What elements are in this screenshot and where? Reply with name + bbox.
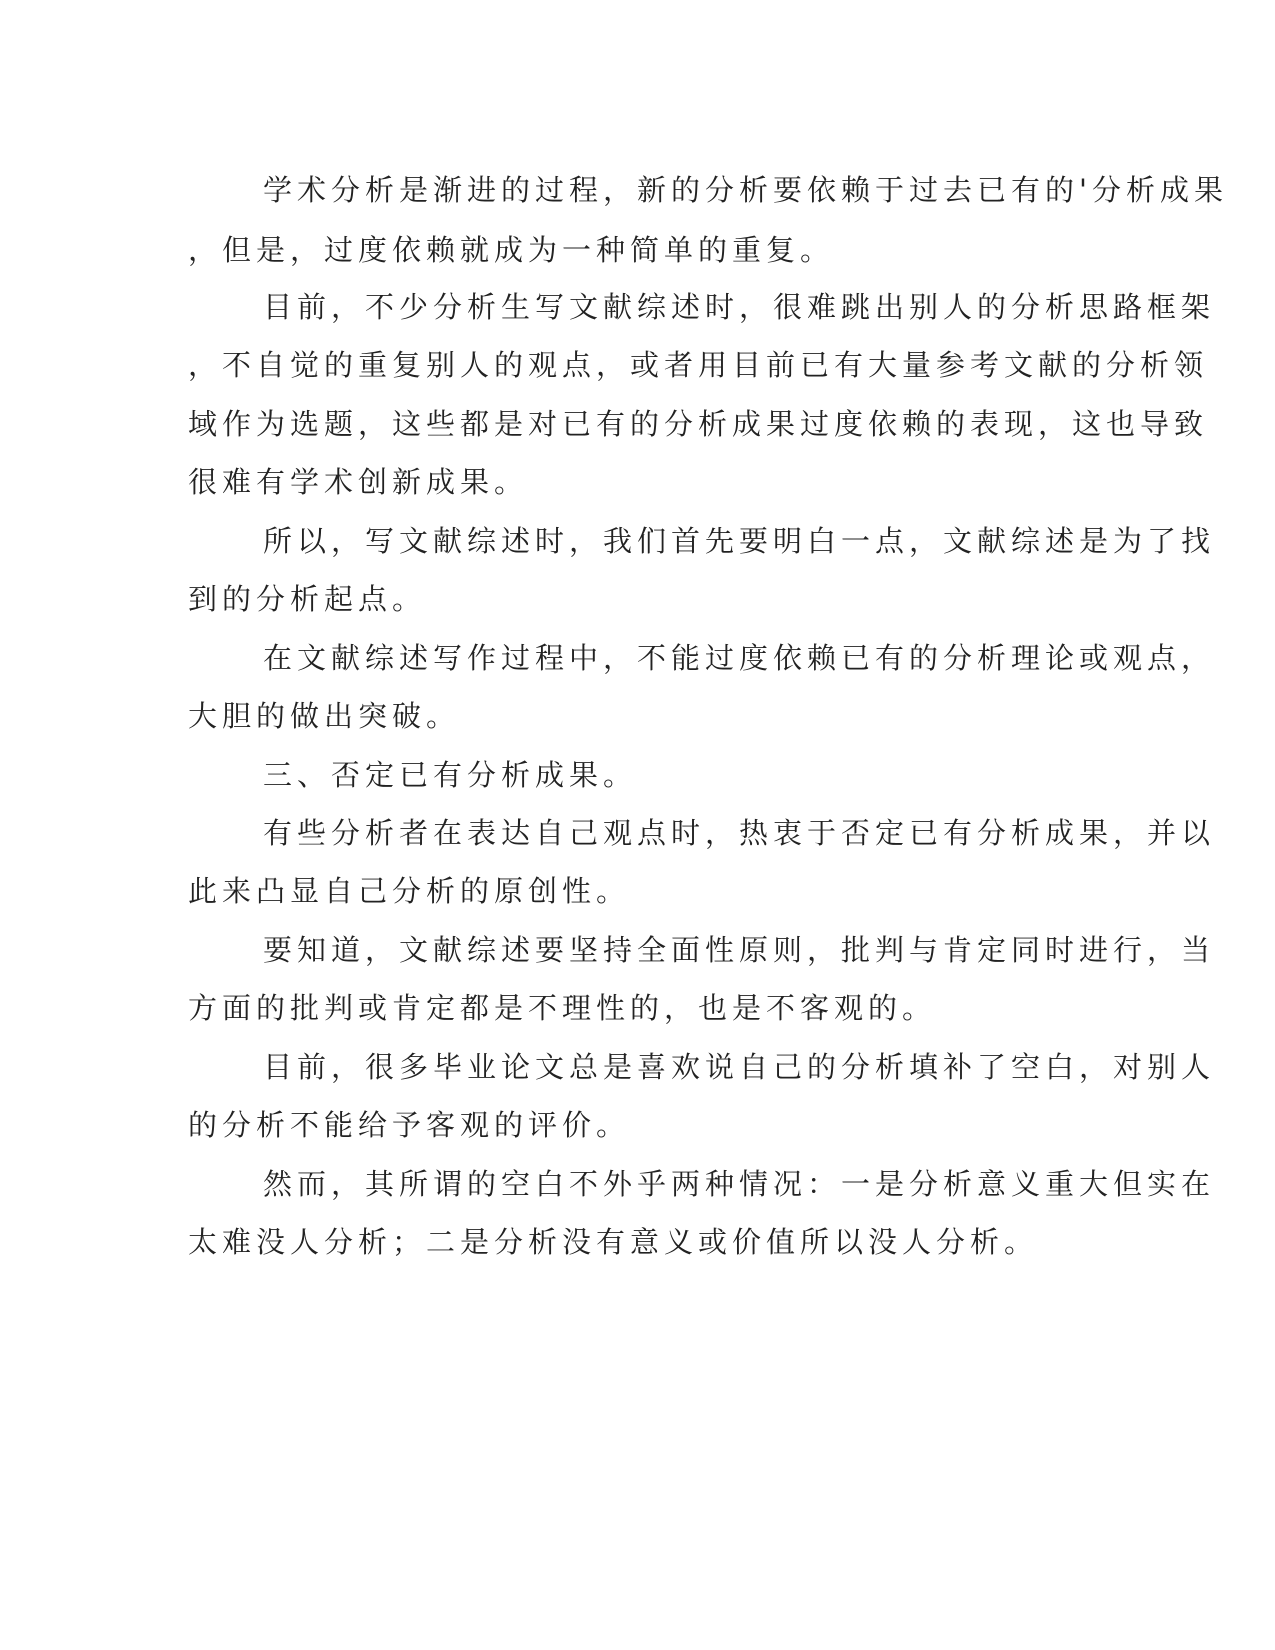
paragraph-line: ，但是，过度依赖就成为一种简单的重复。 (188, 233, 835, 267)
paragraph-line: 然而，其所谓的空白不外乎两种情况：一是分析意义重大但实在 (263, 1167, 1216, 1201)
paragraph-line: 此来凸显自己分析的原创性。 (188, 874, 631, 908)
paragraph-line: 在文献综述写作过程中，不能过度依赖已有的分析理论或观点， (263, 641, 1216, 675)
paragraph-line: 有些分析者在表达自己观点时，热衷于否定已有分析成果，并以 (263, 816, 1216, 850)
paragraph-line: 学术分析是渐进的过程，新的分析要依赖于过去已有的'分析成果 (263, 173, 1228, 207)
paragraph-line: 目前，很多毕业论文总是喜欢说自己的分析填补了空白，对别人 (263, 1050, 1216, 1084)
paragraph-line: 域作为选题，这些都是对已有的分析成果过度依赖的表现，这也导致 (188, 407, 1209, 441)
paragraph-line: 目前，不少分析生写文献综述时，很难跳出别人的分析思路框架 (263, 290, 1216, 324)
paragraph-line: 大胆的做出突破。 (188, 699, 461, 733)
paragraph-line: 要知道，文献综述要坚持全面性原则，批判与肯定同时进行，当 (263, 933, 1216, 967)
section-heading: 三、否定已有分析成果。 (263, 758, 638, 792)
paragraph-line: 很难有学术创新成果。 (188, 465, 529, 499)
paragraph-line: 的分析不能给予客观的评价。 (188, 1108, 631, 1142)
paragraph-line: ，不自觉的重复别人的观点，或者用目前已有大量参考文献的分析领 (188, 348, 1209, 382)
paragraph-line: 到的分析起点。 (188, 582, 427, 616)
paragraph-line: 所以，写文献综述时，我们首先要明白一点，文献综述是为了找 (263, 524, 1216, 558)
paragraph-line: 太难没人分析；二是分析没有意义或价值所以没人分析。 (188, 1225, 1039, 1259)
paragraph-line: 方面的批判或肯定都是不理性的，也是不客观的。 (188, 991, 937, 1025)
